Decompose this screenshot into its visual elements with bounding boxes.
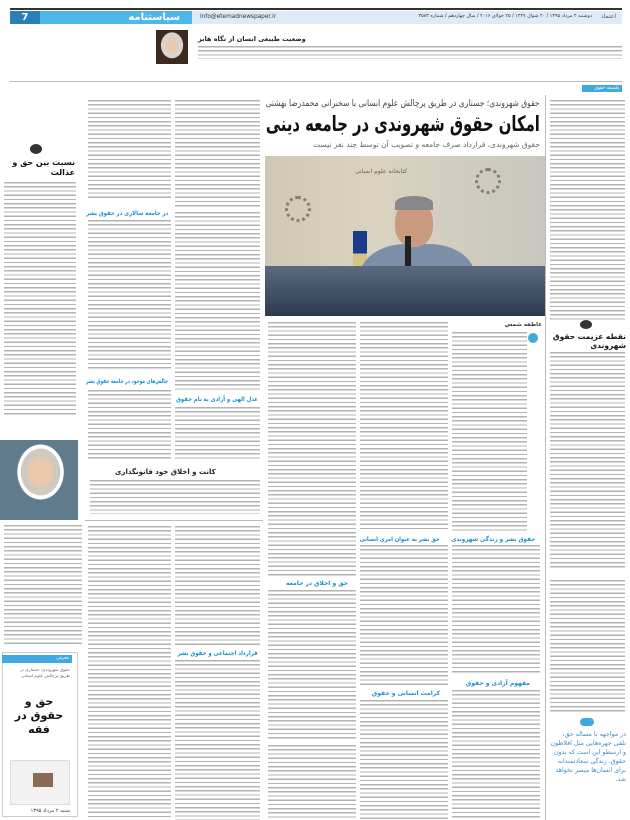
top-strip-text (198, 46, 622, 59)
subheading: کرامت انسانی و حقوق (371, 690, 440, 697)
left-box-text (4, 182, 76, 417)
subheading: در جامعه سالاری در حقوق بشر (86, 210, 168, 217)
top-strip-title: وضعیت طبیعی انسان از نگاه هابز (198, 35, 306, 43)
text-column (550, 100, 625, 320)
text-column (88, 390, 171, 460)
divider (85, 520, 263, 521)
table (265, 266, 545, 316)
subheading: چالش‌های موجود در جامعه حقوق بشر (86, 378, 168, 385)
subheading: حق و اخلاق در جامعه (286, 580, 348, 587)
speaker-hair (395, 196, 433, 210)
newspaper-logo: اعتماد (600, 13, 616, 20)
page-number: 7 (10, 11, 40, 24)
quote-badge-icon (30, 144, 42, 154)
kant-box-text (90, 480, 260, 514)
subheading: حقوق بشر و زندگی شهروندی (451, 536, 535, 543)
byline: عاطفه شمس (504, 322, 542, 328)
text-column (268, 590, 356, 740)
article-headline: امکان حقوق شهروندی در جامعه دینی (266, 112, 540, 136)
top-rule (10, 8, 622, 10)
text-column (360, 700, 448, 820)
article-photo (265, 156, 545, 316)
subheading: حق بشر به عنوان امری انسانی (360, 536, 440, 543)
issue-date: دوشنبه ۴ مرداد ۱۳۹۵ / ۲۰ شوال ۱۴۳۷ / ۲۵ جولای ۲۰۱۶ / سال چهاردهم / شماره ۳۵۸۳ (418, 14, 592, 19)
text-column (268, 745, 356, 820)
text-column (175, 660, 260, 820)
promo-tag: معرفی (2, 655, 72, 663)
text-column (88, 526, 171, 820)
text-column (88, 220, 171, 370)
article-subtitle: حقوق شهروندی، قرارداد صرف جامعه و تصویب آن توسط چند نفر نیست (313, 140, 540, 149)
photo-backdrop-text: کتابخانه علوم انسانی (355, 168, 408, 175)
badge-icon (580, 320, 592, 329)
kant-box-title: کانت و اخلاق خود قانونگذاری (115, 468, 216, 476)
text-column (4, 525, 82, 645)
text-column (175, 407, 260, 461)
section-title: سیاستنامه (40, 11, 192, 24)
text-column (268, 322, 356, 577)
promo-intro: حقوق شهروندی؛ جستاری در طریق پرچالش علوم انسانی (20, 667, 70, 678)
subheading: قرارداد اجتماعی و حقوق بشر (178, 650, 258, 657)
text-column (175, 526, 260, 646)
category-tag: فلسفه حقوق (582, 85, 622, 92)
text-column (452, 545, 540, 675)
quote-icon (528, 333, 538, 343)
quote-icon (580, 718, 594, 726)
left-box-title: نسبت بین حق و عدالت (12, 158, 75, 177)
rosette-logo-icon (285, 196, 311, 222)
pull-quote: در مواجهه با مساله حق، تلقی جهره‌هایی مثل افلاطون و ارسطو این است که بدون حقوق، زندگی سعادتمندانه برای انسان‌ها میسر نخواهد شد. (550, 731, 626, 783)
rosette-logo-icon (475, 168, 501, 194)
subheading: عدل الهی و آزادی به نام حقوق (176, 396, 258, 403)
text-column (360, 545, 448, 685)
text-column (452, 332, 527, 532)
text-column (175, 100, 260, 208)
subheading: مفهوم آزادی و حقوق (465, 680, 530, 687)
email-link[interactable]: info@etemadnewspaper.ir (200, 13, 277, 20)
text-column (452, 690, 540, 820)
kant-portrait (0, 440, 78, 520)
text-column (175, 212, 260, 392)
article-kicker: حقوق شهروندی؛ جستاری در طریق پرچالش علوم انسانی با سخنرانی محمدرضا بهشتی (266, 99, 540, 109)
promo-date: شنبه ۲ مرداد ۱۳۹۵ (30, 808, 70, 814)
right-box-text (550, 352, 625, 570)
text-column (550, 580, 625, 712)
column-divider (545, 95, 546, 820)
promo-title: حق و حقوق در فقه (14, 695, 64, 736)
promo-thumbnail[interactable] (10, 760, 70, 805)
right-box-title: نقطه عزیمت حقوق شهروندی (552, 332, 626, 350)
text-column (360, 322, 448, 532)
text-column (88, 100, 171, 200)
divider (10, 81, 622, 82)
microphone-icon (405, 236, 411, 266)
hobbes-portrait (156, 30, 188, 64)
